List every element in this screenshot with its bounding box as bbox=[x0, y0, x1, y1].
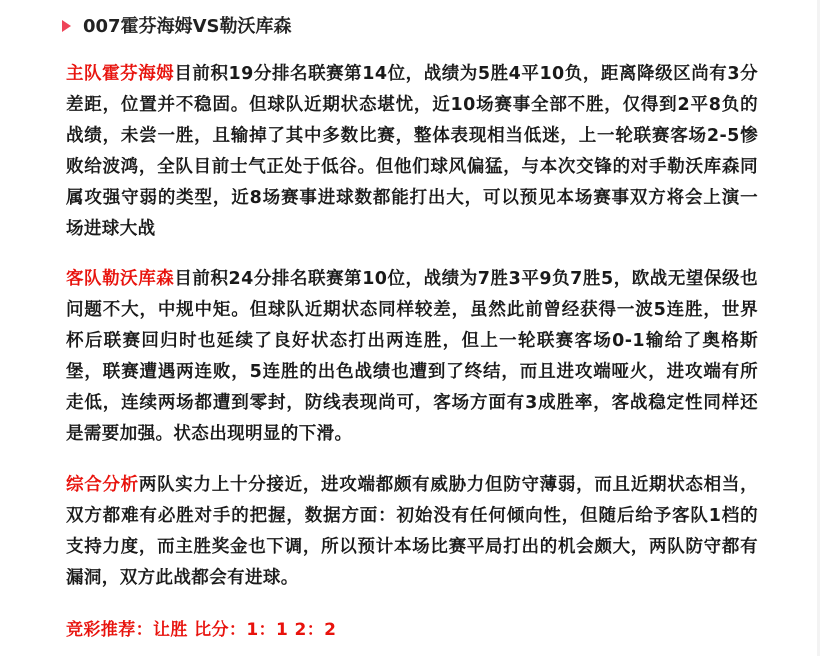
overall-analysis-text: 两队实力上十分接近，进攻端都颇有威胁力但防守薄弱，而且近期状态相当，双方都难有必胜对手的把握，数据方面：初始没有任何倾向性，但随后给予客队1档的支持力度，而主胜奖金也下调，所以预计本场比赛平局打出的机会颇大，两队防守都有漏洞，双方此战都会有进球。 bbox=[66, 475, 758, 588]
triangle-bullet-icon bbox=[62, 20, 71, 32]
home-team-analysis: 目前积19分排名联赛第14位，战绩为5胜4平10负，距离降级区尚有3分差距，位置并不稳固。但球队近期状态堪忧，近10场赛事全部不胜，仅得到2平8负的战绩，未尝一胜，且输掉了其中多数比赛，整体表现相当低迷，上一轮联赛客场2-5惨败给波鸿，全队目前士气正处于低谷。但他们球风偏猛，与本次交锋的对手勒沃库森同属攻强守弱的类型，近8场赛事进球数都能打出大，可以预见本场赛事双方将会上演一场进球大战 bbox=[66, 64, 758, 239]
paragraph-away-team bbox=[66, 264, 758, 450]
overall-analysis-label: 综合分析 bbox=[66, 475, 139, 495]
home-team-label: 主队霍芬海姆 bbox=[66, 64, 175, 84]
article-title: 007霍芬海姆VS勒沃库森 bbox=[83, 16, 292, 37]
article bbox=[66, 0, 758, 640]
paragraph-home-team bbox=[66, 59, 758, 245]
article-header bbox=[62, 0, 758, 50]
betting-recommendation: 竞彩推荐：让胜 比分：1：1 2：2 bbox=[66, 620, 337, 640]
away-team-label: 客队勒沃库森 bbox=[66, 269, 175, 289]
paragraph-overall-analysis bbox=[66, 470, 758, 594]
away-team-analysis: 目前积24分排名联赛第10位，战绩为7胜3平9负7胜5，欧战无望保级也问题不大，中规中矩。但球队近期状态同样较差，虽然此前曾经获得一波5连胜，世界杯后联赛回归时也延续了良好状态打出两连胜，但上一轮联赛客场0-1输给了奥格斯堡，联赛遭遇两连败，5连胜的出色战绩也遭到了终结，而且进攻端哑火，进攻端有所走低，连续两场都遭到零封，防线表现尚可，客场方面有3成胜率，客战稳定性同样还是需要加强。状态出现明显的下滑。 bbox=[66, 269, 758, 444]
